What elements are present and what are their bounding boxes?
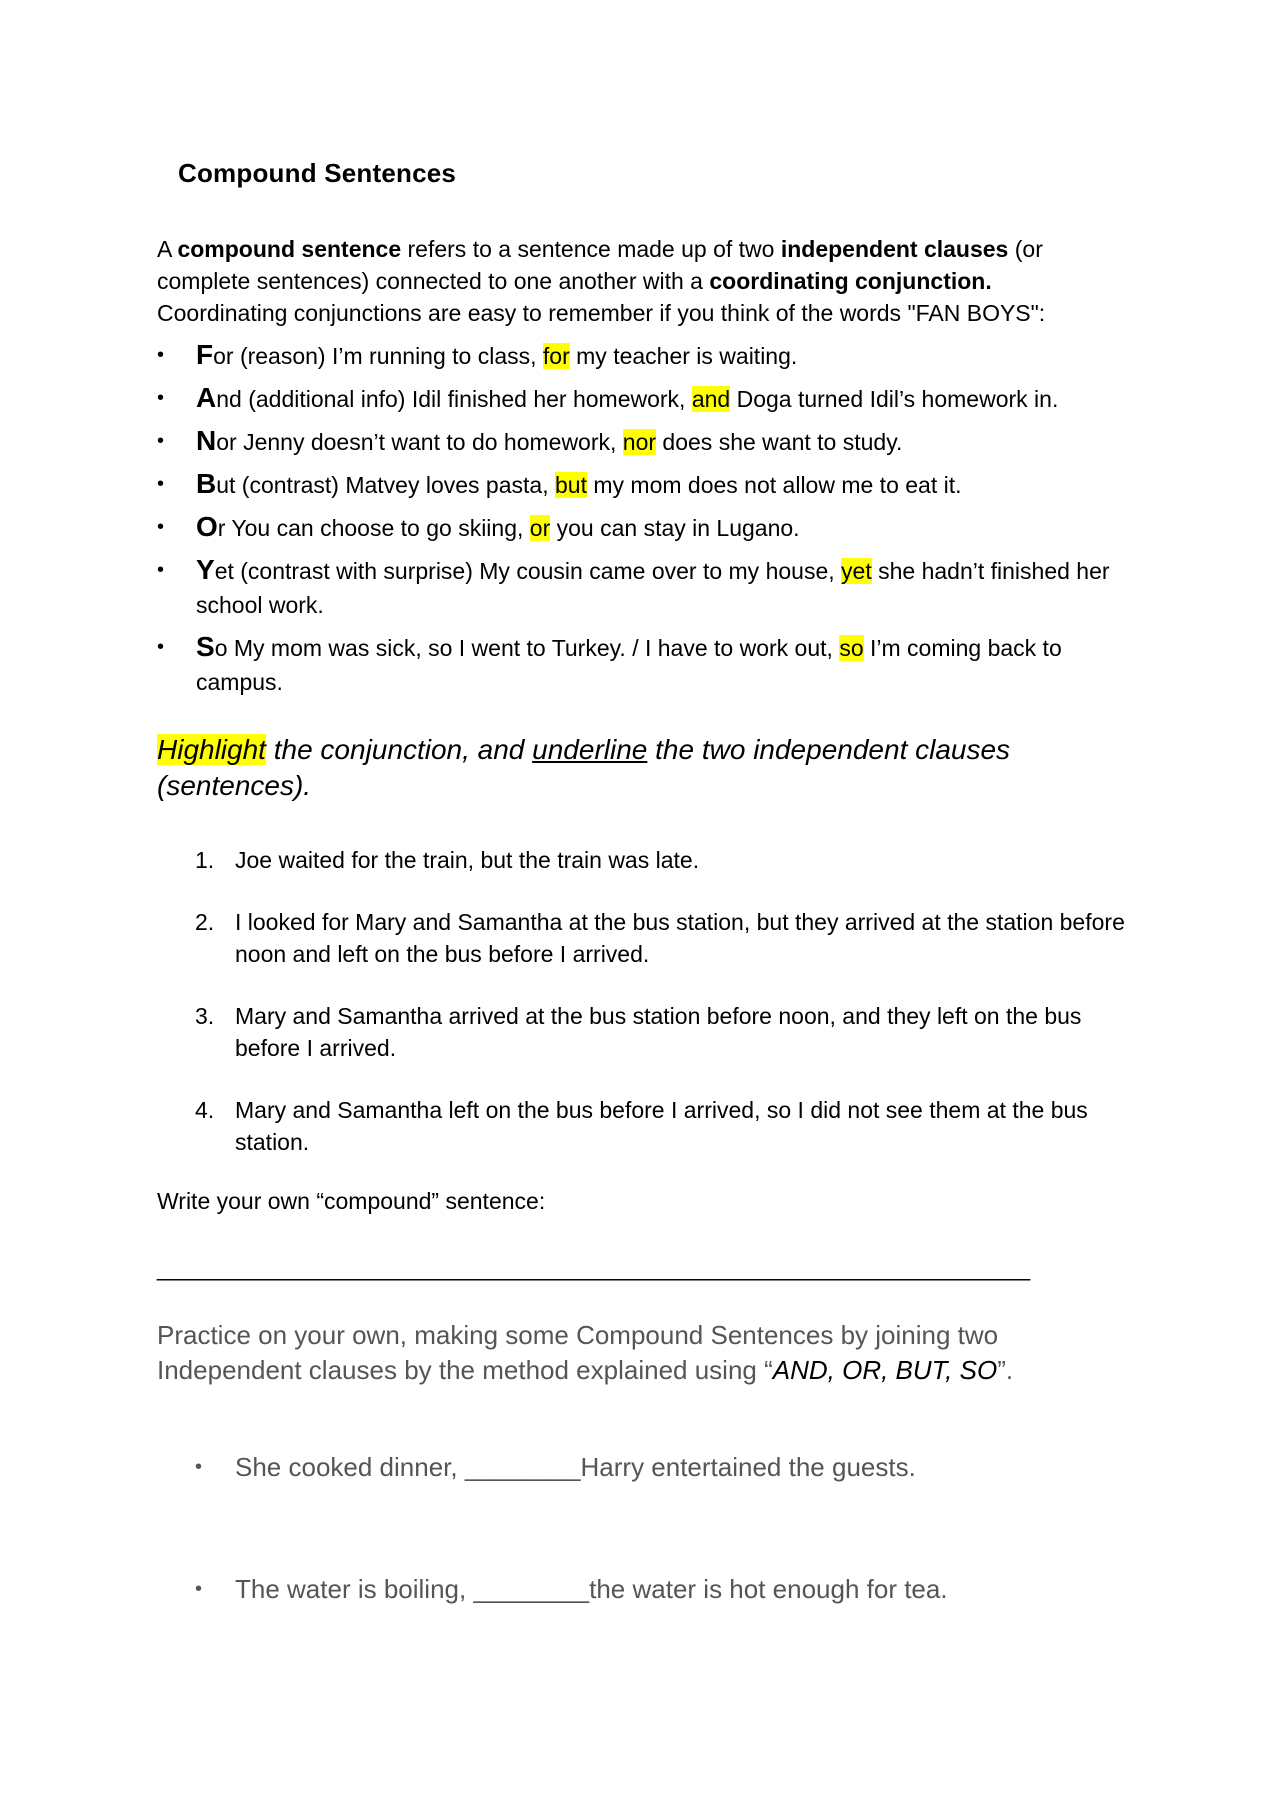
term-compound-sentence: compound sentence bbox=[177, 236, 402, 262]
example-text: does she want to study. bbox=[656, 429, 903, 455]
initial-letter: O bbox=[196, 511, 218, 542]
instruction-text: the conjunction, and bbox=[265, 734, 533, 765]
fanboys-item-but bbox=[157, 467, 1117, 502]
intro-text: refers to a sentence made up of two bbox=[401, 236, 781, 262]
fanboys-list bbox=[157, 338, 1117, 707]
practice-item bbox=[195, 1572, 1095, 1607]
bullet-icon: • bbox=[157, 636, 165, 658]
fanboys-item-so bbox=[157, 630, 1117, 699]
highlighted-conjunction: for bbox=[542, 343, 570, 369]
exercise-instruction bbox=[157, 732, 1087, 804]
initial-letter: N bbox=[196, 425, 217, 456]
practice-list bbox=[195, 1450, 1095, 1694]
example-text: or (reason) I’m running to class, bbox=[213, 343, 543, 369]
answer-line[interactable]: _______________________________________________________________________ bbox=[157, 1255, 1030, 1281]
bullet-icon: • bbox=[195, 1578, 203, 1600]
exercise-sentence: Mary and Samantha left on the bus before I arrived, so I did not see them at the bus station. bbox=[235, 1097, 1088, 1155]
highlighted-conjunction: but bbox=[554, 472, 587, 498]
exercise-sentence: Joe waited for the train, but the train was late. bbox=[235, 847, 700, 873]
item-number: 4. bbox=[195, 1097, 215, 1123]
practice-text: ”. bbox=[997, 1355, 1014, 1385]
intro-paragraph bbox=[157, 233, 1087, 329]
initial-letter: Y bbox=[196, 554, 215, 585]
example-text: et (contrast with surprise) My cousin came over to my house, bbox=[214, 558, 842, 584]
exercise-sentence: I looked for Mary and Samantha at the bus station, but they arrived at the station before noon and left on the bus before I arrived. bbox=[235, 909, 1125, 967]
exercise-sentence: Mary and Samantha arrived at the bus station before noon, and they left on the bus before I arrived. bbox=[235, 1003, 1082, 1061]
fanboys-item-for bbox=[157, 338, 1117, 373]
example-text: she hadn’t finished her school work. bbox=[196, 558, 1110, 618]
example-text: my mom does not allow me to eat it. bbox=[586, 472, 962, 498]
exercise-item bbox=[195, 1094, 1125, 1158]
term-independent-clauses: independent clauses bbox=[780, 236, 1009, 262]
bullet-icon: • bbox=[195, 1456, 203, 1478]
bullet-icon: • bbox=[157, 473, 165, 495]
practice-sentence: The water is boiling, ________the water is hot enough for tea. bbox=[235, 1574, 948, 1604]
exercise-item bbox=[195, 906, 1125, 970]
example-text: Doga turned Idil’s homework in. bbox=[730, 386, 1059, 412]
initial-letter: F bbox=[196, 339, 214, 370]
fanboys-item-or bbox=[157, 510, 1117, 545]
intro-text: A bbox=[157, 236, 178, 262]
example-text: r You can choose to go skiing, bbox=[217, 515, 530, 541]
bullet-icon: • bbox=[157, 559, 165, 581]
write-prompt: Write your own “compound” sentence: bbox=[157, 1188, 546, 1214]
fanboys-item-nor bbox=[157, 424, 1117, 459]
example-text: my teacher is waiting. bbox=[569, 343, 798, 369]
practice-text: Practice on your own, making some Compound Sentences by joining two Independent clauses by the method explained using “ bbox=[157, 1320, 999, 1385]
intro-text: (or complete sentences) connected to one another with a bbox=[157, 236, 1043, 294]
practice-sentence: She cooked dinner, ________Harry entertained the guests. bbox=[235, 1452, 916, 1482]
practice-conjunctions: AND, OR, BUT, SO bbox=[772, 1355, 998, 1385]
practice-item bbox=[195, 1450, 1095, 1485]
example-text: you can stay in Lugano. bbox=[550, 515, 800, 541]
underline-word: underline bbox=[532, 734, 648, 765]
exercise-item bbox=[195, 844, 1125, 876]
highlighted-conjunction: or bbox=[529, 515, 551, 541]
bullet-icon: • bbox=[157, 387, 165, 409]
example-text: o My mom was sick, so I went to Turkey. / I have to work out, bbox=[214, 635, 840, 661]
intro-text: Coordinating conjunctions are easy to remember if you think of the words "FAN BOYS": bbox=[157, 300, 1046, 326]
fanboys-item-and bbox=[157, 381, 1117, 416]
instruction-text: the two independent clauses (sentences). bbox=[157, 734, 1011, 801]
initial-letter: S bbox=[196, 631, 215, 662]
bullet-icon: • bbox=[157, 430, 165, 452]
highlighted-conjunction: nor bbox=[622, 429, 657, 455]
item-number: 1. bbox=[195, 847, 215, 873]
highlighted-conjunction: yet bbox=[841, 558, 872, 584]
initial-letter: A bbox=[196, 382, 217, 413]
page-title: Compound Sentences bbox=[178, 158, 457, 188]
item-number: 2. bbox=[195, 909, 215, 935]
fanboys-item-yet bbox=[157, 553, 1117, 622]
example-text: ut (contrast) Matvey loves pasta, bbox=[216, 472, 555, 498]
highlight-word: Highlight bbox=[157, 734, 266, 765]
bullet-icon: • bbox=[157, 516, 165, 538]
exercise-list bbox=[195, 844, 1125, 1188]
highlighted-conjunction: so bbox=[839, 635, 864, 661]
item-number: 3. bbox=[195, 1003, 215, 1029]
term-coordinating-conjunction: coordinating conjunction. bbox=[709, 268, 992, 294]
initial-letter: B bbox=[196, 468, 217, 499]
example-text: or Jenny doesn’t want to do homework, bbox=[216, 429, 623, 455]
example-text: I’m coming back to campus. bbox=[196, 635, 1062, 695]
highlighted-conjunction: and bbox=[691, 386, 731, 412]
bullet-icon: • bbox=[157, 344, 165, 366]
practice-paragraph bbox=[157, 1318, 1057, 1388]
exercise-item bbox=[195, 1000, 1125, 1064]
example-text: nd (additional info) Idil finished her homework, bbox=[216, 386, 692, 412]
